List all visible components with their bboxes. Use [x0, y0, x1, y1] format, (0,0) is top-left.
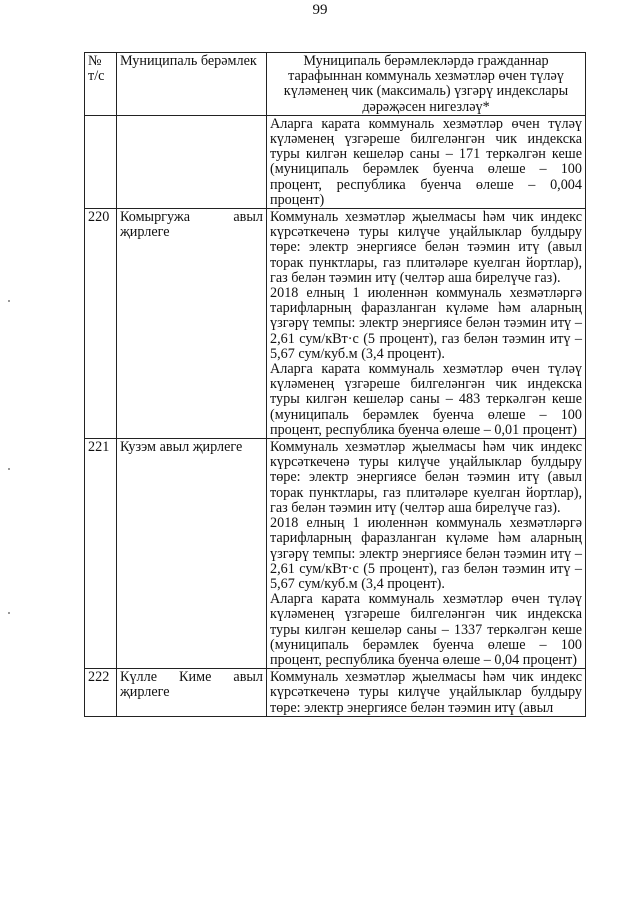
basis-paragraph: 2018 елның 1 июленнән коммуналь хезмәтләргә тарифларның фаразланган күләме һәм аларның үзгәрү темпы: электр энергиясе белән тәэмин итү – 2,61 сум/кВт·с (5 процент), газ белән тәэмин итү – 5,67 сум/куб.м (3,4 процент).: [270, 515, 582, 592]
scan-speck: [8, 468, 10, 470]
table-row: [85, 669, 586, 717]
header-municipality: Муниципаль берәмлек: [117, 53, 267, 116]
row-basis: [267, 209, 586, 439]
row-number: 221: [85, 439, 117, 669]
table-row: [85, 115, 586, 208]
basis-paragraph: Аларга карата коммуналь хезмәтләр өчен түләү күләменең үзгәреше билгеләнгән чик индекска туры килгән кешеләр саны – 1337 теркәлгән кеше (муниципаль берәмлек буенча өлеше – 100 процент, республика буенча өлеше – 0,04 процент): [270, 591, 582, 668]
row-municipality: Комыргужа авыл җирлеге: [117, 209, 267, 439]
basis-paragraph: Коммуналь хезмәтләр җыелмасы һәм чик индекс күрсәткеченә туры килүче уңайлыклар булдыру төре: электр энергиясе белән тәэмин итү (авыл торак пунктлары, газ плитәләре куелган йортлар), газ белән тәэмин итү (челтәр аша бирелүче газ).: [270, 439, 582, 516]
scan-speck: [8, 300, 10, 302]
basis-paragraph: Аларга карата коммуналь хезмәтләр өчен түләү күләменең үзгәреше билгеләнгән чик индекска туры килгән кешеләр саны – 171 теркәлгән кеше (муниципаль берәмлек буенча өлеше – 100 процент, республика буенча өлеше – 0,004 процент): [270, 115, 582, 208]
municipal-index-table: [84, 52, 586, 717]
row-number: 220: [85, 209, 117, 439]
row-number: [85, 115, 117, 208]
basis-paragraph: Коммуналь хезмәтләр җыелмасы һәм чик индекс күрсәткеченә туры килүче уңайлыклар булдыру төре: электр энергиясе белән тәэмин итү (авыл торак пунктлары, газ плитәләре куелган йортлар), газ белән тәэмин итү (челтәр аша бирелүче газ).: [270, 209, 582, 286]
header-number: № т/с: [85, 53, 117, 116]
row-number: 222: [85, 669, 117, 717]
table-row: [85, 209, 586, 439]
row-municipality: [117, 115, 267, 208]
row-basis: [267, 669, 586, 717]
scan-speck: [8, 612, 10, 614]
basis-paragraph: Коммуналь хезмәтләр җыелмасы һәм чик индекс күрсәткеченә туры килүче уңайлыклар булдыру төре: электр энергиясе белән тәэмин итү (авыл: [270, 669, 582, 716]
row-basis: [267, 115, 586, 208]
page-number: 99: [312, 2, 328, 18]
row-basis: [267, 439, 586, 669]
header-index-basis: Муниципаль берәмлекләрдә гражданнар тарафыннан коммуналь хезмәтләр өчен түләү күләменең чик (максималь) үзгәрү индекслары дәрәҗәсен нигезләү*: [267, 53, 586, 116]
row-municipality: Кузэм авыл җирлеге: [117, 439, 267, 669]
table-row: [85, 439, 586, 669]
basis-paragraph: 2018 елның 1 июленнән коммуналь хезмәтләргә тарифларның фаразланган күләме һәм аларның үзгәрү темпы: электр энергиясе белән тәэмин итү – 2,61 сум/кВт·с (5 процент), газ белән тәэмин итү – 5,67 сум/куб.м (3,4 процент).: [270, 285, 582, 362]
table-header-row: [85, 53, 586, 116]
basis-paragraph: Аларга карата коммуналь хезмәтләр өчен түләү күләменең үзгәреше билгеләнгән чик индекска туры килгән кешеләр саны – 483 теркәлгән кеше (муниципаль берәмлек буенча өлеше – 100 процент, республика буенча өлеше – 0,01 процент): [270, 361, 582, 438]
row-municipality: Күлле Киме авыл җирлеге: [117, 669, 267, 717]
